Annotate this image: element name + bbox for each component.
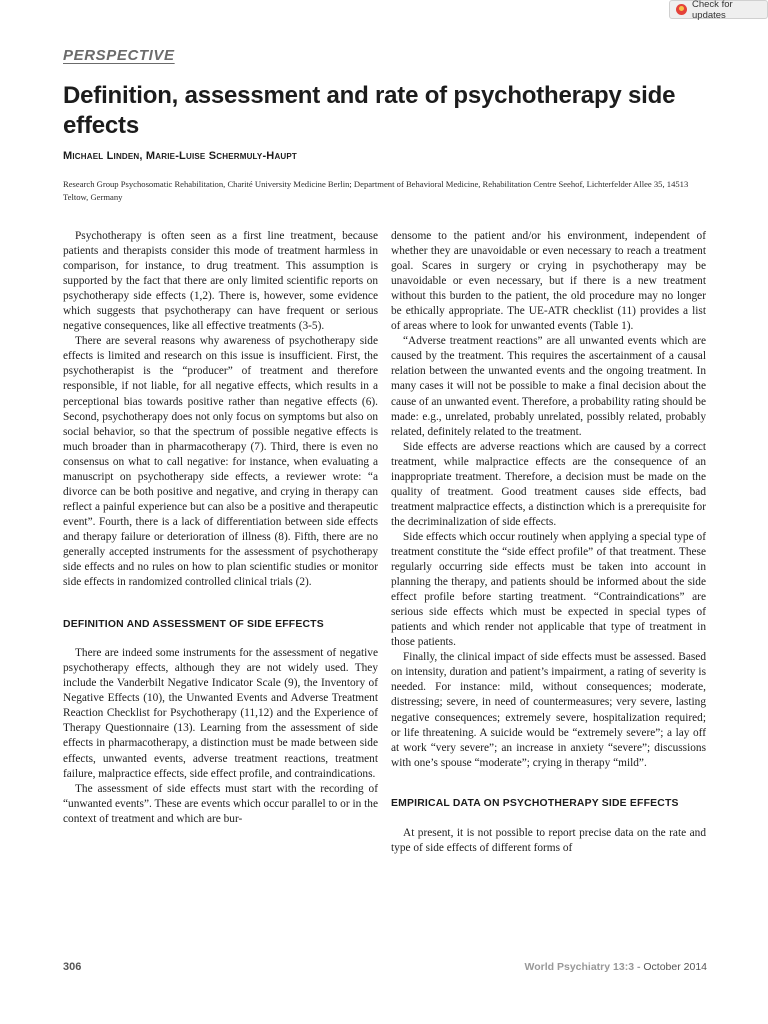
paragraph: There are indeed some instruments for the assessment of negative psychotherapy effects, although they are not widely used. They include the Vanderbilt Negative Indicator Scale (9), the Inventory of Negative Effects (10), the Unwanted Events and Adverse Treatment Reaction Checklist for Psychotherapy (11,12) and the Experience of Therapy Questionnaire (13). Learning from the assessment of side effects in pharmacotherapy, a distinction must be made between side effects, unwanted events, adverse treatment reactions, treatment failure, malpractice effects, side effect profile, and contraindications. bbox=[63, 647, 378, 780]
check-for-updates-badge[interactable] bbox=[669, 0, 768, 19]
affiliation: Research Group Psychosomatic Rehabilitation, Charité University Medicine Berlin; Department of Behavioral Medicine, Rehabilitation Centre Seehof, Lichterfelder Allee 35, 14513 Teltow, Germany bbox=[63, 179, 689, 202]
right-column bbox=[391, 229, 706, 856]
check-for-updates-label: Check for updates bbox=[692, 0, 733, 21]
journal-name: World Psychiatry 13:3 - bbox=[524, 961, 641, 973]
paragraph: The assessment of side effects must start with the recording of “unwanted events”. These are events which occur parallel to or in the context of treatment and which are bur- bbox=[63, 782, 378, 825]
authors: Michael Linden, Marie-Luise Schermuly-Haupt bbox=[63, 150, 298, 162]
article-title: Definition, assessment and rate of psychotherapy side effects bbox=[63, 82, 676, 139]
paragraph: Finally, the clinical impact of side effects must be assessed. Based on intensity, duration and patient’s impairment, a rating of severity is needed. For instance: mild, without consequences; moderate, distressing; severe, in need of countermeasures; very severe, lasting negative consequences; extremely severe, hospitalization required; or life threatening. A suicide would be “extremely severe”; a lay off at work “very severe”; an increase in anxiety “severe”; discussions with one’s spouse “moderate”; crying in therapy “mild”. bbox=[391, 651, 706, 769]
paragraph: Psychotherapy is often seen as a first line treatment, because patients and therapists consider this mode of treatment harmless in comparison, for instance, to drug treatment. This assumption is supported by the fact that there are only limited scientific reports on psychotherapy side effects (1,2). There is, however, some evidence which suggests that psychotherapy can have frequent or serious negative consequences, like all effective treatments (3-5). bbox=[63, 230, 378, 333]
section-heading: EMPIRICAL DATA ON PSYCHOTHERAPY SIDE EFFECTS bbox=[391, 797, 679, 809]
journal-citation bbox=[525, 961, 707, 973]
section-label: PERSPECTIVE bbox=[63, 47, 175, 64]
update-check-icon bbox=[676, 4, 687, 15]
paragraph: There are several reasons why awareness of psychotherapy side effects is limited and research on this issue is insufficient. First, the psychotherapist is the “producer” of treatment and therefore responsible, if not liable, for all negative effects, which results in a perceptional bias towards positive rather than negative effects (6). Second, psychotherapy does not only focus on symptoms but also on social behavior, so that the spectrum of possible negative effects is much broader than in pharmacotherapy (7). Third, there is even no consensus on what to call negative: for instance, when evaluating a manuscript on psychotherapy side effects, a reviewer wrote: “a divorce can be both positive and negative, and crying in therapy can reflect a painful experience but can also be a positive and therapeutic event”. Fourth, there is a lack of differentiation between side effects and therapy failure or deterioration of illness (8). Fifth, there are no generally accepted instruments for the assessment of psychotherapy side effects and no rules on how to plan scientific studies or monitor side effects in randomized controlled clinical trials (2). bbox=[63, 335, 378, 589]
paragraph: “Adverse treatment reactions” are all unwanted events which are caused by the treatment. This requires the ascertainment of a causal relation between the unwanted events and the ongoing treatment. In many cases it will not be possible to make a final decision about the cause of an unwanted event. Therefore, a probability rating should be made: e.g., unrelated, probably unrelated, possibly related, probably related, definitely related to the treatment. bbox=[391, 335, 706, 438]
issue-date: October 2014 bbox=[640, 961, 707, 973]
paragraph: At present, it is not possible to report precise data on the rate and type of side effects of different forms of bbox=[391, 826, 706, 854]
paragraph: Side effects are adverse reactions which are caused by a correct treatment, while malpractice effects are the consequence of an inappropriate treatment. Therefore, a decision must be made on the quality of treatment. Good treatment causes side effects, bad treatment malpractice effects, a distinction which is a prerequisite for the decriminalization of side effects. bbox=[391, 440, 706, 528]
section-heading: DEFINITION AND ASSESSMENT OF SIDE EFFECTS bbox=[63, 619, 324, 631]
paragraph: densome to the patient and/or his environment, independent of whether they are unavoidable or even necessary to reach a treatment goal. Scares in surgery or crying in psychotherapy may be unavoidable or even necessary, but if there is a new treatment without this burden to the patient, the old procedure may no longer be ethically appropriate. The UE-ATR checklist (11) provides a list of areas where to look for unwanted events (Table 1). bbox=[391, 230, 706, 333]
left-column bbox=[63, 229, 378, 827]
paragraph: Side effects which occur routinely when applying a special type of treatment constitute the “side effect profile” of that treatment. These regularly occurring side effects must be taken into account in planning the therapy, and patients should be informed about the side effect profile before starting treatment. “Contraindications” are serious side effects which must be expected in special types of patients and which render not applicable that type of treatment in those patients. bbox=[391, 530, 706, 649]
page-number: 306 bbox=[63, 961, 82, 973]
